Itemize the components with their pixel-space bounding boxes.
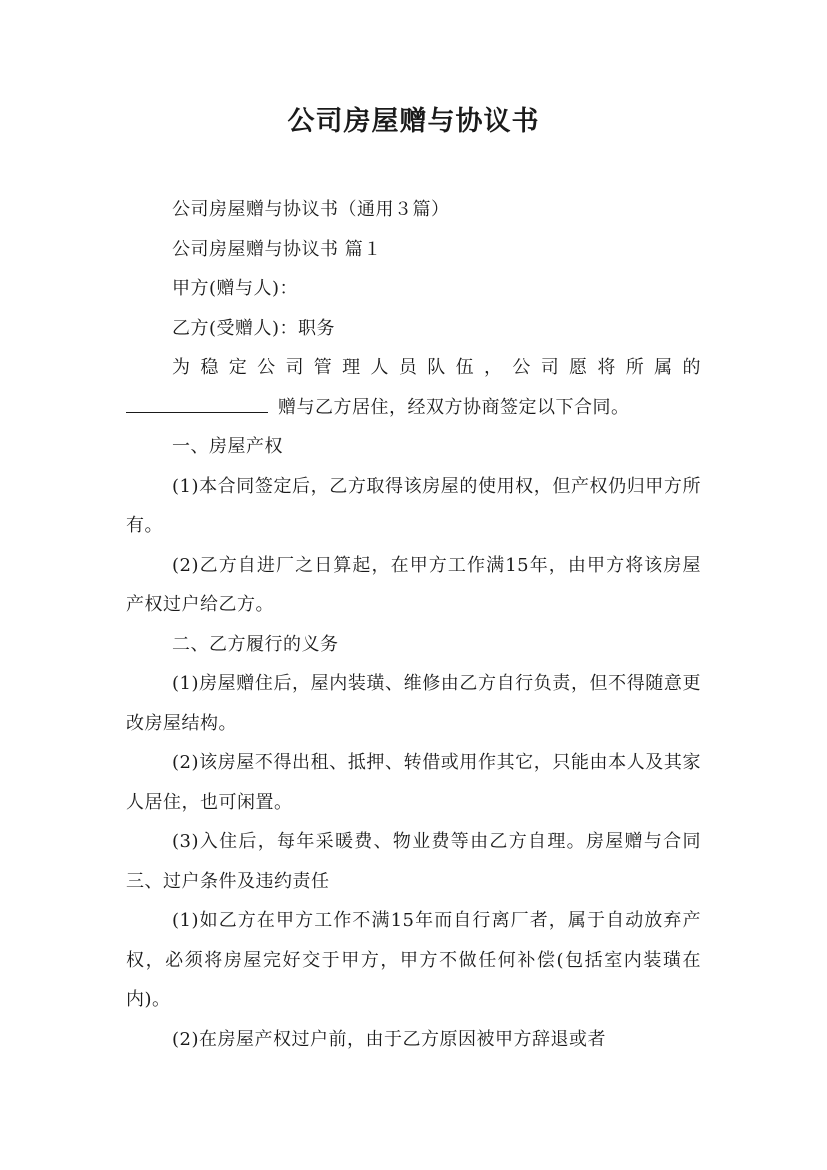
paragraph [126, 388, 701, 428]
paragraph: 乙方(受赠人)：职务 [172, 317, 336, 339]
paragraph-text: 赠与乙方居住，经双方协商签定以下合同。 [278, 396, 630, 418]
paragraph: (1)如乙方在甲方工作不满15年而自行离厂者，属于自动放弃产权，必须将房屋完好交于甲方，甲方不做任何补偿(包括室内装璜在内)。 [126, 910, 701, 1010]
paragraph: (2)该房屋不得出租、抵押、转借或用作其它，只能由本人及其家人居住，也可闲置。 [126, 752, 701, 813]
section-heading: 一、房屋产权 [172, 436, 283, 457]
paragraph: 公司房屋赠与协议书 篇１ [172, 238, 382, 260]
paragraph: 为稳定公司管理人员队伍，公司愿将所属的 [172, 357, 701, 378]
paragraph: (1)房屋赠住后，屋内装璜、维修由乙方自行负责，但不得随意更改房屋结构。 [126, 673, 701, 734]
document-body [126, 190, 701, 1059]
document-title: 公司房屋赠与协议书 [287, 106, 540, 137]
paragraph: 甲方(赠与人)： [172, 278, 299, 299]
paragraph: (2)在房屋产权过户前，由于乙方原因被甲方辞退或者 [172, 1028, 606, 1050]
blank-underline [126, 392, 268, 413]
paragraph: (3)入住后，每年采暖费、物业费等由乙方自理。房屋赠与合同三、过户条件及违约责任 [126, 831, 701, 892]
paragraph: (1)本合同签定后，乙方取得该房屋的使用权，但产权仍归甲方所有。 [126, 475, 701, 536]
paragraph: (2)乙方自进厂之日算起，在甲方工作满15年，由甲方将该房屋产权过户给乙方。 [126, 554, 701, 615]
section-heading: 二、乙方履行的义务 [172, 633, 339, 655]
paragraph: 公司房屋赠与协议书（通用３篇） [172, 199, 450, 220]
